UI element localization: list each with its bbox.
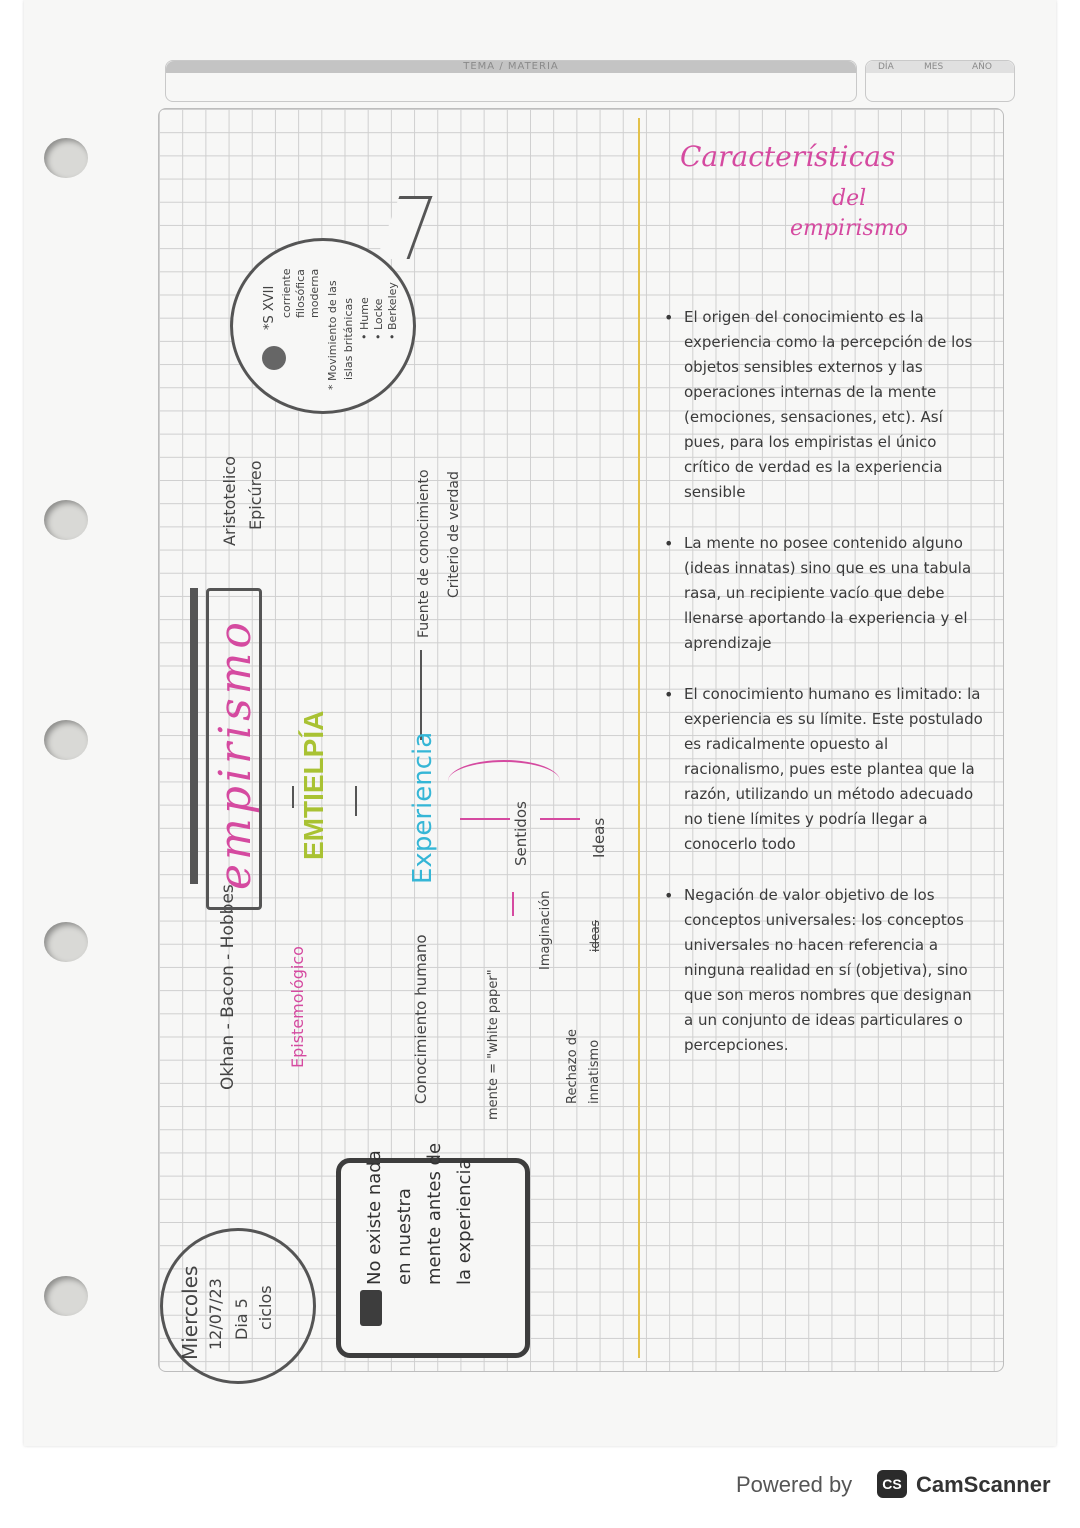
binder-hole	[44, 138, 88, 178]
flower-icon	[262, 346, 286, 370]
sentidos-label: Sentidos	[512, 801, 530, 866]
imaginacion-label: Imaginación	[538, 890, 553, 970]
characteristics-list	[664, 305, 984, 1084]
ideas-crossed: ideas	[588, 920, 602, 952]
bubble-line: islas británicas	[342, 298, 355, 380]
authors: Okhan - Bacon - Hobbes	[218, 884, 238, 1090]
binder-hole	[44, 922, 88, 962]
ano-label: AÑO	[972, 62, 992, 72]
ideas-label: Ideas	[590, 817, 608, 858]
bubble-line: corriente	[280, 268, 293, 318]
date-dia: Dia 5	[232, 1298, 251, 1340]
bubble-line: • Hume	[358, 297, 371, 340]
right-title-empirismo: empirismo	[790, 216, 908, 241]
arrow-pink	[512, 892, 514, 916]
powered-by-label: Powered by	[736, 1472, 853, 1497]
column-divider	[638, 118, 640, 1358]
note-text: No existe nada en nuestra mente antes de la experiencia	[364, 1142, 475, 1285]
rechazo-label: Rechazo de innatismo	[565, 1029, 602, 1104]
binder-hole	[44, 1276, 88, 1316]
arrow-pink	[540, 818, 580, 820]
banner-rod	[190, 588, 198, 884]
camscanner-logo-icon: CS	[877, 1470, 907, 1498]
arrow	[292, 786, 294, 808]
list-item: • Negación de valor objetivo de los conceptos universales: los conceptos universales no hacen referencia a ninguna realidad en sí (objetiva), sino que son meros nombres que designan a un conjunto de ideas particulares o percepciones.	[664, 883, 984, 1058]
bubble-line: filosófica	[294, 269, 307, 318]
mes-label: MES	[924, 62, 944, 72]
criterio-label: Criterio de verdad	[446, 471, 462, 598]
dia-label: DÍA	[878, 62, 894, 72]
curved-arrow	[448, 760, 560, 802]
emtielpia-label: EMTIELPÍA	[298, 710, 329, 860]
binder-hole	[44, 500, 88, 540]
right-title: Características	[680, 140, 896, 173]
list-item: • El origen del conocimiento es la experiencia como la percepción de los objetos sensibles externos y las operaciones internas de la mente (emociones, sensaciones, etc). Así pues, para los empiristas el único crítico de verdad es la experiencia sensible	[664, 305, 984, 505]
binder-hole	[44, 720, 88, 760]
bubble-line: * Movimiento de las	[326, 280, 339, 390]
bubble-line: • Berkeley	[386, 282, 399, 340]
date-header	[865, 60, 1015, 102]
subject-header	[165, 60, 857, 102]
date-value: 12/07/23	[206, 1278, 225, 1350]
conocimiento-label: Conocimiento humano	[412, 934, 430, 1104]
experiencia-label: Experiencia	[408, 731, 438, 884]
list-item: • La mente no posee contenido alguno (ideas innatas) sino que es una tabula rasa, un recipiente vacío que debe llenarse aportando la experiencia y el aprendizaje	[664, 531, 984, 656]
tema-label: TEMA / MATERIA	[463, 61, 559, 72]
camscanner-brand: CamScanner	[916, 1472, 1051, 1497]
right-title-del: del	[832, 186, 867, 211]
arrow	[420, 650, 422, 740]
date-ciclo: ciclos	[256, 1285, 275, 1330]
main-title: empirismo	[210, 618, 261, 890]
influence-1: Aristotelico	[220, 456, 239, 546]
mente-label: mente = "white paper"	[486, 969, 501, 1120]
arrow	[355, 786, 357, 816]
influence-2: Epicúreo	[246, 460, 265, 530]
bubble-line: moderna	[308, 268, 321, 318]
fuente-label: Fuente de conocimiento	[416, 469, 432, 638]
bubble-century: *S XVII	[262, 285, 277, 330]
epistemologico-label: Epistemológico	[288, 946, 307, 1068]
note-icon	[360, 1290, 382, 1326]
list-item: • El conocimiento humano es limitado: la experiencia es su límite. Este postulado es radicalmente opuesto al racionalismo, pues este plantea que la razón, utilizando un método adecuado no tiene límites y podría llegar a conocerlo todo	[664, 682, 984, 857]
bubble-line: • Locke	[372, 298, 385, 340]
arrow-pink	[460, 818, 510, 820]
date-day-name: Miercoles	[178, 1265, 202, 1360]
